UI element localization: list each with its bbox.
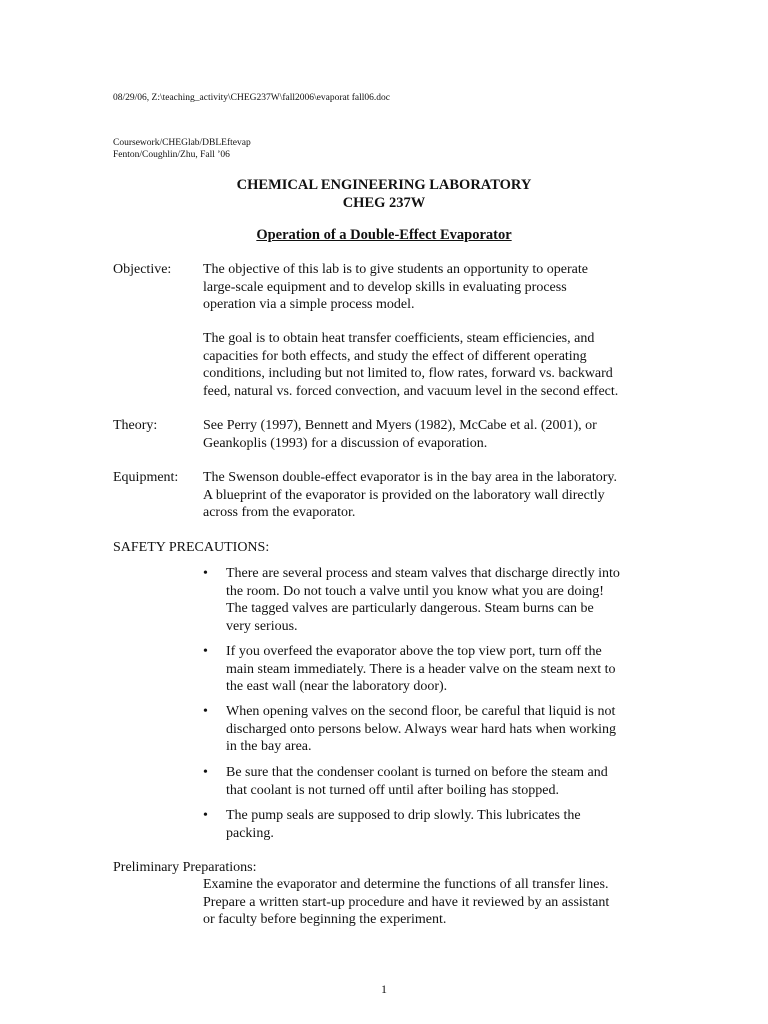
objective-paragraph-1: The objective of this lab is to give students an opportunity to operate large-scale equipment and to develop skills in evaluating process operation via a simple process model.: [203, 262, 588, 312]
bullet-marker: •: [203, 704, 208, 719]
objective-label: Objective:: [113, 262, 172, 277]
safety-bullet-4: Be sure that the condenser coolant is turned on before the steam and that coolant is not turned off until after boiling has stopped.: [226, 765, 608, 798]
safety-bullet-3: When opening valves on the second floor, be careful that liquid is not discharged onto persons below. Always wear hard hats when working in the bay area.: [226, 704, 616, 754]
file-path-line: 08/29/06, Z:\teaching_activity\CHEG237W\fall2006\evaporat fall06.doc: [113, 93, 391, 103]
experiment-title: Operation of a Double-Effect Evaporator: [256, 227, 512, 243]
equipment-text: The Swenson double-effect evaporator is in the bay area in the laboratory. A blueprint of the evaporator is provided on the laboratory wall directly across from the evaporator.: [203, 470, 618, 520]
authors-line: Fenton/Coughlin/Zhu, Fall ’06: [113, 150, 230, 160]
theory-label: Theory:: [113, 418, 158, 433]
course-title: CHEG 237W: [342, 195, 426, 211]
bullet-marker: •: [203, 765, 208, 780]
safety-heading: SAFETY PRECAUTIONS:: [113, 540, 270, 555]
preliminary-text: Examine the evaporator and determine the functions of all transfer lines. Prepare a written start-up procedure and have it reviewed by an assistant or faculty before beginning the experiment.: [203, 877, 610, 927]
course-line: Coursework/CHEGlab/DBLEftevap: [113, 138, 251, 148]
bullet-marker: •: [203, 644, 208, 659]
page-number: 1: [381, 982, 387, 996]
bullet-marker: •: [203, 808, 208, 823]
safety-bullet-5: The pump seals are supposed to drip slowly. This lubricates the packing.: [226, 808, 581, 841]
theory-text: See Perry (1997), Bennett and Myers (1982), McCabe et al. (2001), or Geankoplis (1993) for a discussion of evaporation.: [203, 418, 597, 451]
bullet-marker: •: [203, 566, 208, 581]
preliminary-heading: Preliminary Preparations:: [113, 860, 257, 875]
safety-bullet-1: There are several process and steam valves that discharge directly into the room. Do not touch a valve until you know what you are doing! The tagged valves are particularly dangerous. Steam burns can be very serious.: [226, 566, 620, 634]
equipment-label: Equipment:: [113, 470, 179, 485]
safety-bullet-2: If you overfeed the evaporator above the top view port, turn off the main steam immediately. There is a header valve on the steam next to the east wall (near the laboratory door).: [226, 644, 616, 694]
lab-title: CHEMICAL ENGINEERING LABORATORY: [236, 177, 532, 193]
objective-paragraph-2: The goal is to obtain heat transfer coefficients, steam efficiencies, and capacities for both effects, and study the effect of different operating conditions, including but not limited to, flow rates, forward vs. backward feed, natural vs. forced convection, and vacuum level in the second effect.: [203, 331, 619, 399]
